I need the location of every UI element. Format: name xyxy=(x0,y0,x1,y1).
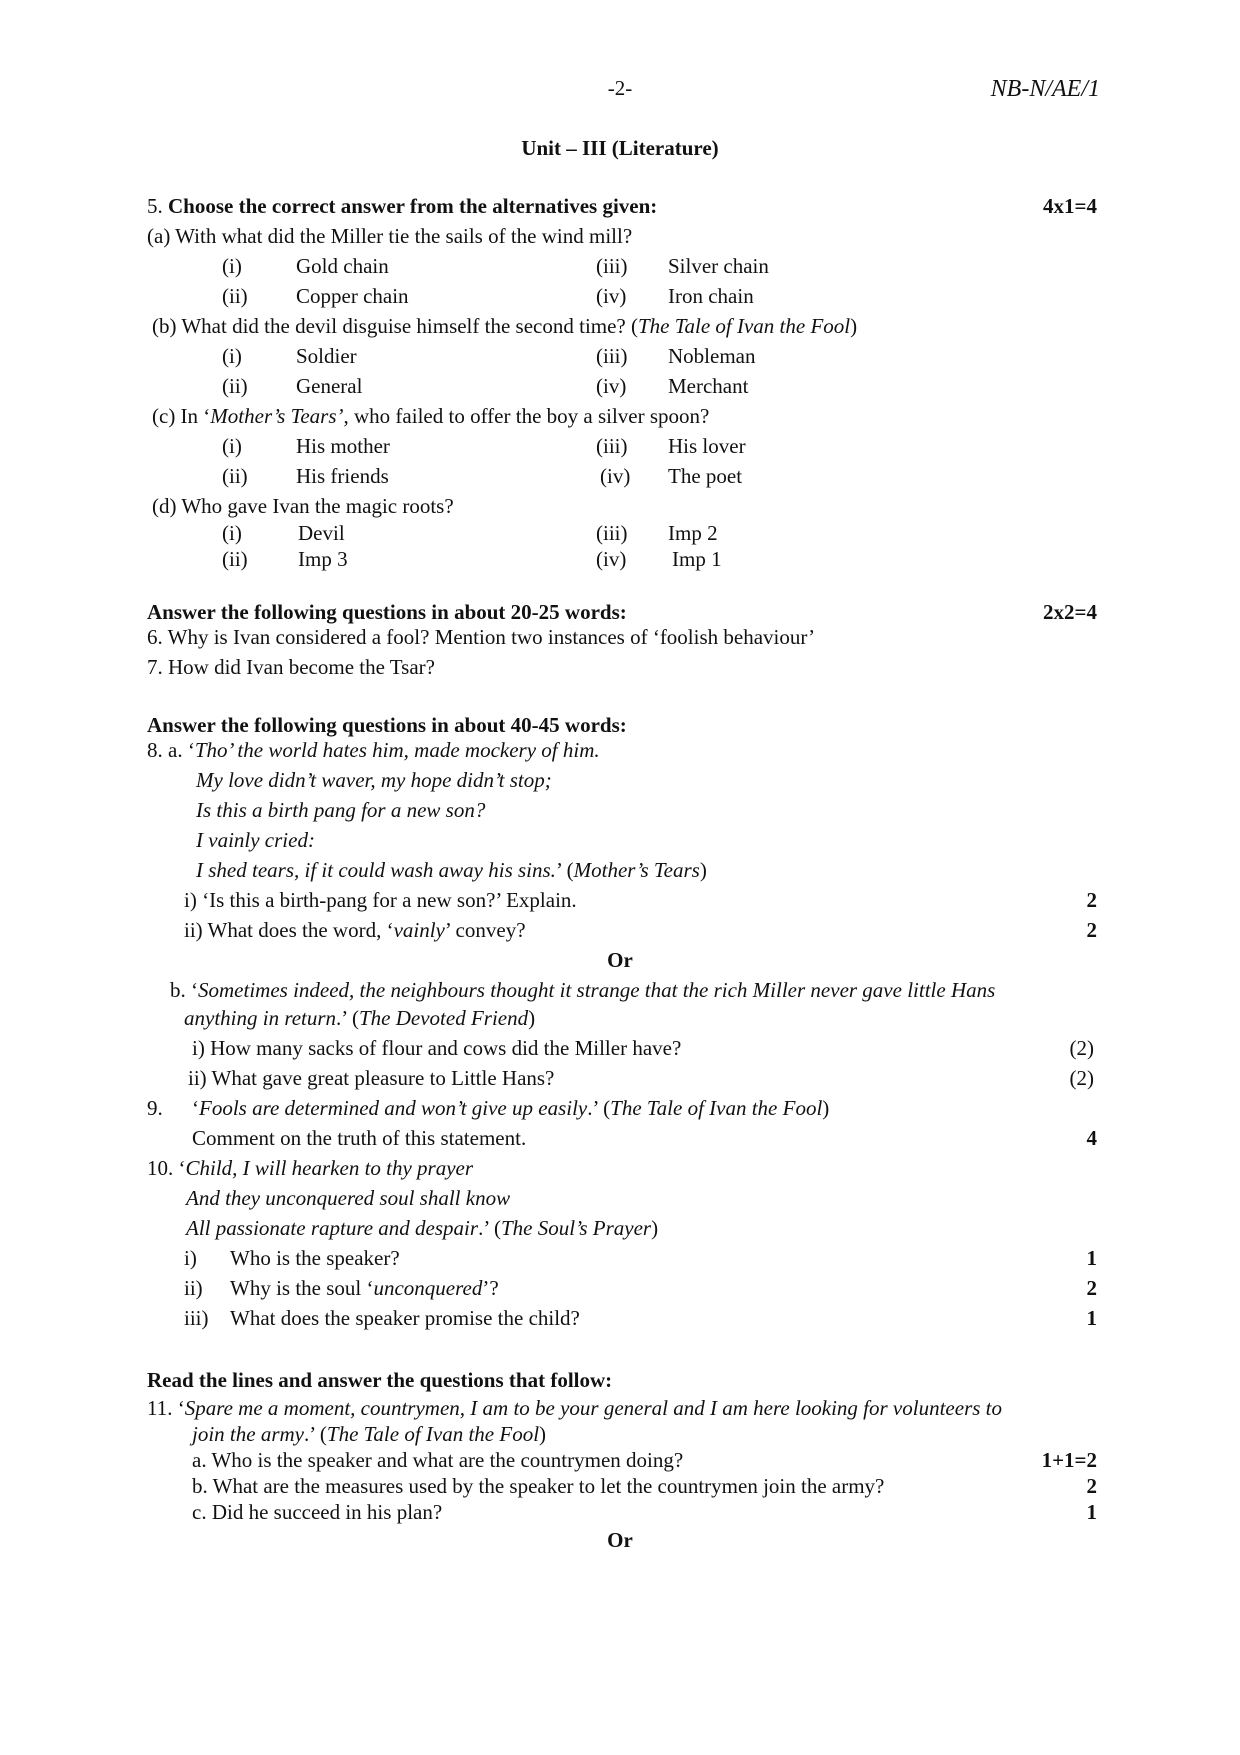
q5a-opt-text: Gold chain xyxy=(296,254,389,278)
q8a-sub-i: i) ‘Is this a birth-pang for a new son?’ Explain. xyxy=(184,888,577,912)
page-number: -2- xyxy=(607,76,633,100)
q5c-opt-num: (i) xyxy=(222,434,242,458)
q8a-line3: Is this a birth pang for a new son? xyxy=(196,798,486,822)
q10-sub-num: ii) xyxy=(184,1276,203,1300)
q5b-opt-text: General xyxy=(296,374,363,398)
q5b-opt-num: (ii) xyxy=(222,374,248,398)
q9-quote: ‘Fools are determined and won’t give up easily.’ (The Tale of Ivan the Fool) xyxy=(192,1096,830,1120)
q5d-opt-num: (i) xyxy=(222,521,242,545)
q5b-opt-num: (iii) xyxy=(596,344,628,368)
q8a-sub-ii: ii) What does the word, ‘vainly’ convey? xyxy=(184,918,526,942)
q5b-opt-text: Merchant xyxy=(668,374,749,398)
q10-line2: And they unconquered soul shall know xyxy=(186,1186,511,1210)
q8a-sub-ii-marks: 2 xyxy=(1086,918,1097,942)
q5d-opt-text: Devil xyxy=(298,521,345,545)
q11-sub-b-marks: 2 xyxy=(1086,1474,1097,1498)
q8b-sub-i-marks: (2) xyxy=(1069,1036,1094,1060)
q10-sub-marks: 1 xyxy=(1086,1306,1097,1330)
q5a-opt-num: (i) xyxy=(222,254,242,278)
q7-text: 7. How did Ivan become the Tsar? xyxy=(147,655,435,679)
q11-sub-a: a. Who is the speaker and what are the countrymen doing? xyxy=(192,1448,684,1472)
q5d-question: (d) Who gave Ivan the magic roots? xyxy=(152,494,454,518)
q5b-question: (b) What did the devil disguise himself the second time? (The Tale of Ivan the Fool) xyxy=(152,314,858,338)
q8a-line2: My love didn’t waver, my hope didn’t stop; xyxy=(196,768,552,792)
q9-instruction: Comment on the truth of this statement. xyxy=(192,1126,527,1150)
q5d-opt-num: (iv) xyxy=(596,547,627,571)
q8a-line5: I shed tears, if it could wash away his sins.’ (Mother’s Tears) xyxy=(196,858,707,882)
unit-title: Unit – III (Literature) xyxy=(521,136,719,160)
q8b-line2: anything in return.’ (The Devoted Friend) xyxy=(184,1006,536,1030)
q5a-question: (a) With what did the Miller tie the sails of the wind mill? xyxy=(147,224,633,248)
q8b-sub-i: i) How many sacks of flour and cows did the Miller have? xyxy=(192,1036,682,1060)
q5c-opt-text: The poet xyxy=(668,464,743,488)
q5d-opt-text: Imp 2 xyxy=(668,521,718,545)
q10-sub-text: What does the speaker promise the child? xyxy=(230,1306,580,1330)
q5c-question: (c) In ‘Mother’s Tears’, who failed to offer the boy a silver spoon? xyxy=(152,404,710,428)
q5c-opt-num: (iii) xyxy=(596,434,628,458)
q11-sub-c-marks: 1 xyxy=(1086,1500,1097,1524)
q5c-opt-text: His mother xyxy=(296,434,390,458)
q8b-sub-ii: ii) What gave great pleasure to Little Hans? xyxy=(188,1066,555,1090)
q10-sub-marks: 1 xyxy=(1086,1246,1097,1270)
q5c-opt-text: His lover xyxy=(668,434,746,458)
q5d-opt-text: Imp 1 xyxy=(672,547,722,571)
q10-sub-text: Who is the speaker? xyxy=(230,1246,400,1270)
q10-sub-num: iii) xyxy=(184,1306,209,1330)
q5a-opt-num: (iv) xyxy=(596,284,627,308)
q11-line1: 11. ‘Spare me a moment, countrymen, I am to be your general and I am here looking for volunteers to xyxy=(147,1396,1002,1420)
q5c-opt-text: His friends xyxy=(296,464,389,488)
section-short-answer-marks: 2x2=4 xyxy=(1043,600,1097,624)
q6-text: 6. Why is Ivan considered a fool? Mention two instances of ‘foolish behaviour’ xyxy=(147,625,816,649)
q5a-opt-text: Copper chain xyxy=(296,284,409,308)
q5c-opt-num: (ii) xyxy=(222,464,248,488)
q5a-opt-num: (iii) xyxy=(596,254,628,278)
q11-sub-b: b. What are the measures used by the speaker to let the countrymen join the army? xyxy=(192,1474,885,1498)
q10-line1: 10. ‘Child, I will hearken to thy prayer xyxy=(147,1156,474,1180)
q5b-opt-text: Nobleman xyxy=(668,344,756,368)
q5a-opt-text: Iron chain xyxy=(668,284,754,308)
q11-line2: join the army.’ (The Tale of Ivan the Fool) xyxy=(192,1422,547,1446)
q5c-opt-num: (iv) xyxy=(600,464,631,488)
q5a-opt-num: (ii) xyxy=(222,284,248,308)
paper-code: NB-N/AE/1 xyxy=(990,76,1100,102)
q5b-opt-text: Soldier xyxy=(296,344,357,368)
or-separator: Or xyxy=(607,1528,633,1552)
q9-marks: 4 xyxy=(1086,1126,1097,1150)
q10-sub-num: i) xyxy=(184,1246,197,1270)
q11-sub-a-marks: 1+1=2 xyxy=(1041,1448,1097,1472)
q10-line3: All passionate rapture and despair.’ (The Soul’s Prayer) xyxy=(186,1216,659,1240)
q5-marks: 4x1=4 xyxy=(1043,194,1097,218)
q8a-line4: I vainly cried: xyxy=(196,828,315,852)
section-long-answer-heading: Answer the following questions in about 40-45 words: xyxy=(147,713,627,737)
q9-number: 9. xyxy=(147,1096,163,1120)
q5d-opt-num: (iii) xyxy=(596,521,628,545)
q8b-line1: b. ‘Sometimes indeed, the neighbours thought it strange that the rich Miller never gave little Hans xyxy=(170,978,996,1002)
q8b-sub-ii-marks: (2) xyxy=(1069,1066,1094,1090)
q5b-opt-num: (iv) xyxy=(596,374,627,398)
q8a-sub-i-marks: 2 xyxy=(1086,888,1097,912)
section-short-answer-heading: Answer the following questions in about 20-25 words: xyxy=(147,600,627,624)
q8a-line1: 8. a. ‘Tho’ the world hates him, made mockery of him. xyxy=(147,738,600,762)
q5d-opt-num: (ii) xyxy=(222,547,248,571)
q10-sub-marks: 2 xyxy=(1086,1276,1097,1300)
section-read-lines-heading: Read the lines and answer the questions that follow: xyxy=(147,1368,613,1392)
q5a-opt-text: Silver chain xyxy=(668,254,769,278)
q11-sub-c: c. Did he succeed in his plan? xyxy=(192,1500,443,1524)
q10-sub-text: Why is the soul ‘unconquered’? xyxy=(230,1276,499,1300)
q5-heading: 5. Choose the correct answer from the alternatives given: xyxy=(147,194,658,218)
q5b-opt-num: (i) xyxy=(222,344,242,368)
q5d-opt-text: Imp 3 xyxy=(298,547,348,571)
or-separator: Or xyxy=(607,948,633,972)
